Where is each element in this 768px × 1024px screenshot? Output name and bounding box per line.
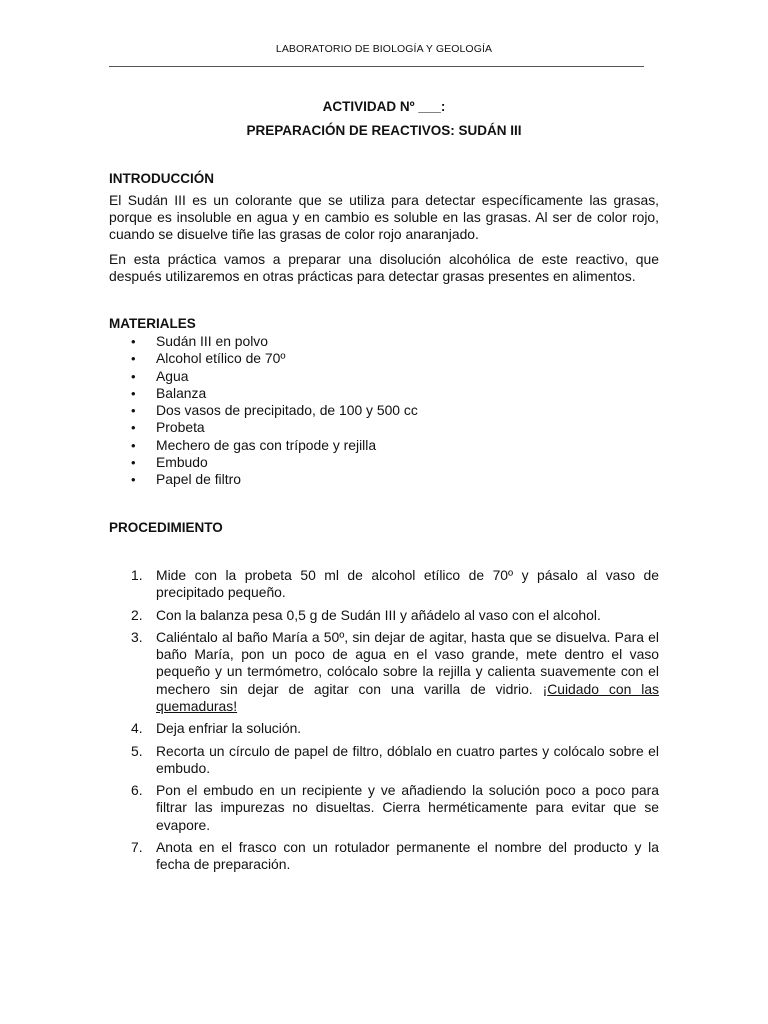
list-item: • Embudo — [131, 454, 208, 471]
bullet-icon: • — [131, 472, 136, 488]
list-item: • Balanza — [131, 384, 207, 401]
document-title: PREPARACIÓN DE REACTIVOS: SUDÁN III — [246, 123, 522, 138]
procedure-step: 6. Pon el embudo en un recipiente y ve añadiendo la solución poco a poco para filtrar las impurezas no disueltas. Cierra herméticamente para evitar que se evapore. — [131, 782, 659, 833]
bullet-icon: • — [131, 420, 136, 436]
procedure-list — [109, 567, 659, 879]
introduction-paragraph-1: El Sudán III es un colorante que se utiliza para detectar específicamente las grasas, porque es insoluble en agua y en cambio es soluble en las grasas. Al ser de color rojo, cuando se disuelve tiñe las grasas de color rojo anaranjado. — [109, 192, 659, 243]
procedure-step: 2. Con la balanza pesa 0,5 g de Sudán III y añádelo al vaso con el alcohol. — [131, 606, 601, 623]
list-item: • Sudán III en polvo — [131, 333, 268, 349]
procedure-step: 1. Mide con la probeta 50 ml de alcohol etílico de 70º y pásalo al vaso de precipitado pequeño. — [131, 567, 659, 601]
activity-title: ACTIVIDAD Nº ___: — [322, 99, 446, 114]
bullet-icon: • — [131, 334, 136, 349]
introduction-paragraph-2: En esta práctica vamos a preparar una disolución alcohólica de este reactivo, que después utilizaremos en otras prácticas para detectar grasas presentes en alimentos. — [109, 251, 659, 285]
introduction-heading: INTRODUCCIÓN — [109, 171, 214, 186]
bullet-icon: • — [131, 351, 136, 367]
list-item: • Agua — [131, 367, 189, 384]
procedure-heading: PROCEDIMIENTO — [109, 520, 223, 535]
bullet-icon: • — [131, 455, 136, 471]
list-item: • Papel de filtro — [131, 471, 241, 488]
procedure-step: 7. Anota en el frasco con un rotulador permanente el nombre del producto y la fecha de preparación. — [131, 838, 659, 873]
safety-warning: Cuidado con las quemaduras! — [156, 680, 659, 714]
list-item: • Probeta — [131, 419, 205, 436]
bullet-icon: • — [131, 437, 136, 453]
header-divider — [109, 66, 644, 67]
materials-list — [109, 333, 609, 489]
list-item: • Mechero de gas con trípode y rejilla — [131, 436, 377, 453]
procedure-step: 4. Deja enfriar la solución. — [131, 720, 302, 737]
materials-heading: MATERIALES — [109, 316, 196, 331]
page-header: LABORATORIO DE BIOLOGÍA Y GEOLOGÍA — [275, 43, 493, 55]
bullet-icon: • — [131, 368, 136, 384]
list-item: • Alcohol etílico de 70º — [131, 350, 286, 367]
procedure-step: 3. Caliéntalo al baño María a 50º, sin dejar de agitar, hasta que se disuelva. Para el baño María, pon un poco de agua en el vaso grande, mete dentro el vaso pequeño y un termómetro, colócalo sobre la rejilla y calienta suavemente con el mechero sin dejar de agitar con una varilla de vidrio. ¡Cuidado con las quemaduras! — [131, 628, 659, 714]
bullet-icon: • — [131, 403, 136, 419]
bullet-icon: • — [131, 385, 136, 401]
list-item: • Dos vasos de precipitado, de 100 y 500 cc — [131, 402, 418, 419]
procedure-step: 5. Recorta un círculo de papel de filtro, dóblalo en cuatro partes y colócalo sobre el embudo. — [131, 742, 659, 776]
